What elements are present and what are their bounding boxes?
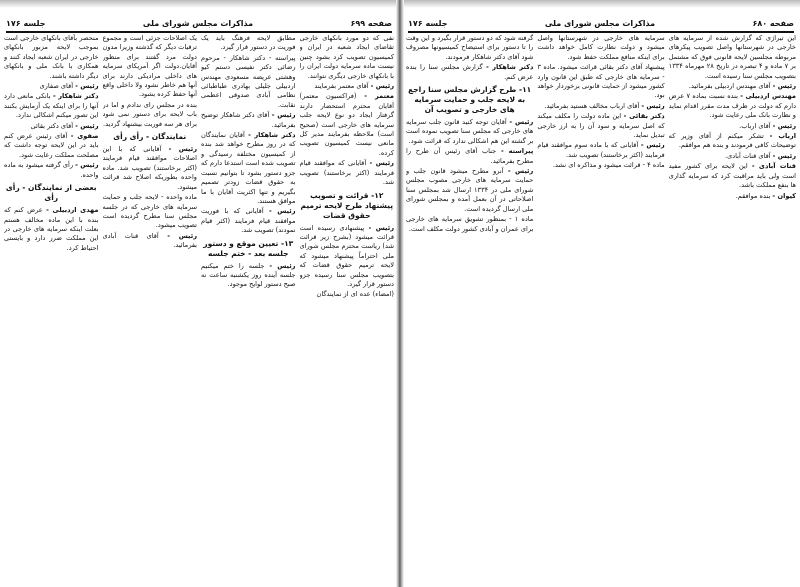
paragraph bbox=[406, 63, 533, 82]
paragraph bbox=[537, 161, 664, 170]
paragraph-text: بنده موافقم. bbox=[735, 191, 771, 200]
paragraph-text: بنده نسبت بماده ۷ عرض دارم که دولت در ظرف مدت مقرر اقدام نماید و نظارت بانک ملی رعایت شود. bbox=[668, 92, 796, 120]
section-heading: ۱۳- تعیین موقع و دستور جلسه بعد - ختم جلسه bbox=[203, 238, 294, 258]
paragraph bbox=[300, 34, 395, 81]
paragraph bbox=[4, 82, 99, 91]
paragraph bbox=[406, 167, 533, 214]
paragraph bbox=[4, 206, 99, 253]
speaker-name: رئیس - bbox=[269, 261, 296, 270]
paragraph-text: منحصر بآقای بانکهای خارجی است بموجب لایحه مزبور بانکهای خارجی در ایران شعبه ایجاد کنند و همکاری با بانک ملی و بانکهای دیگر داشته باشند. bbox=[4, 34, 99, 80]
speaker-name: رئیس - bbox=[368, 223, 394, 232]
page-header bbox=[6, 17, 392, 33]
speaker-name: رئیس - bbox=[268, 207, 296, 216]
text-column bbox=[406, 34, 533, 583]
speaker-name: کیوان - bbox=[772, 191, 796, 200]
paragraph-text: ماده ۱ - بمنظور تشویق سرمایه های خارجی برای عمران و آبادی کشور دولت مکلف است. bbox=[406, 215, 534, 233]
paragraph bbox=[537, 63, 664, 101]
paragraph-text: پیراسته - دکتر شاهکار - مرحوم رضائی دکتر نفیسی دستم کیو وهشتی عریضه مسعودی مهندس اردبیلی جلیلی بهادری طباطبائی نظامی آبادی صدوقی اعظمی نقابت. bbox=[201, 53, 296, 109]
paragraph bbox=[669, 152, 796, 161]
paragraph-text: این ماده دولت را مکلف میکند که اصل سرمایه و سود آن را به ارز خارجی تبدیل نماید. bbox=[537, 112, 665, 140]
paragraph bbox=[669, 34, 796, 81]
paragraph-text: عرض کنم که بنده با این ماده مخالف هستم بعلت اینکه سرمایه های خارجی در این مملکت ضرر دارد و بایستی احتیاط کرد. bbox=[4, 206, 99, 252]
speaker-name: دکتر شاهکار - bbox=[52, 92, 99, 101]
paragraph bbox=[4, 132, 99, 160]
paragraph bbox=[669, 122, 796, 131]
text-columns bbox=[4, 34, 394, 583]
paragraph-text: پیشنهادی رسیده است قرائت میشود (بشرح زیر قرائت شد) ریاست محترم مجلس شورای ملی احتراماً پیشنهاد میشود که لایحه ترمیم حقوق قضات که بتصویب مجلس سنا رسیده جزو دستور قرار گیرد. bbox=[299, 223, 394, 288]
paragraph-text: پیشنهاد آقای دکتر بقائی قرائت میشود. ماده ۳ - سرمایه های خارجی که طبق این قانون وارد کشور میشود از حمایت قانونی برخوردار خواهد بود. bbox=[537, 63, 665, 100]
paragraph-text: نفی که دو مورد بانکهای خارجی تقاضای ایجاد شعبه در ایران و کمیسیون تصویب کرد بشود چنین نیست ماده سرمایه دولت ایران را با بانکهای خارجی دیگری نتوانند. bbox=[299, 34, 394, 80]
paragraph bbox=[201, 131, 296, 206]
speaker-name: رئیس - bbox=[370, 82, 394, 91]
left-page bbox=[0, 0, 398, 587]
paragraph-text: مطابق لایحه فرهنگ باید یک فوریت در دستور قرار گیرد. bbox=[201, 34, 296, 52]
paragraph-text: این لایحه برای کشور مفید است ولی باید مراقبت کرد که سرمایه گذاری ها بنفع مملکت باشد. bbox=[668, 162, 796, 190]
right-page bbox=[402, 0, 800, 587]
paragraph-text: آقای صفاری bbox=[39, 82, 74, 91]
paragraph bbox=[201, 262, 296, 290]
paragraph bbox=[406, 215, 533, 234]
paragraph bbox=[669, 162, 796, 190]
paragraph bbox=[103, 34, 198, 100]
book-gutter bbox=[396, 0, 404, 587]
speaker-name: رئیس - bbox=[641, 101, 665, 110]
paragraph bbox=[103, 232, 198, 251]
paragraph bbox=[201, 34, 296, 53]
text-column bbox=[103, 34, 198, 583]
paragraph bbox=[300, 224, 395, 290]
paragraph bbox=[537, 112, 664, 140]
speaker-name: رئیس - bbox=[772, 82, 796, 91]
section-heading: بعضی از نمایندگان - رأی رأی bbox=[5, 183, 97, 203]
paragraph bbox=[406, 147, 533, 166]
speaker-name: رئیس - bbox=[369, 159, 394, 168]
speaker-name: رئیس - bbox=[640, 141, 665, 150]
paragraph-text: آقای رئیس عرض کنم باید در این لایحه توجه داشت که مصلحت مملکت رعایت شود. bbox=[4, 132, 99, 159]
paragraph-text: آقای دکتر شاهکار توضیح بفرمائید. bbox=[201, 111, 296, 129]
paragraph bbox=[300, 159, 395, 187]
paragraph bbox=[406, 34, 533, 62]
paragraph bbox=[201, 111, 296, 130]
speaker-name: رئیس - bbox=[75, 82, 99, 91]
paragraph-text: آقای ارباب مخالف هستید بفرمائید. bbox=[544, 101, 640, 110]
paragraph-text: آقای مهندس اردبیلی بفرمائید. bbox=[688, 82, 771, 91]
speaker-name: معتمر - bbox=[364, 92, 394, 101]
paragraph-text: بانکی مانعی دارد آنها را برای اینکه یک آزمایش بکنند این تصور میکنم اشکالی ندارد. bbox=[4, 92, 99, 120]
paragraph-text: یک اصلاحات جزئی است و مجموع ترقیات دیگر که گذشته وزیرا مدون دولت مرد گفتند برای منظور آقایان.دولت اگر آمریکای سرمایه های داخلی مرادیکی دارند برای آنها هم خاطر نشود ولا داخلی واقع آنها حفظ کرده بشود. bbox=[102, 34, 197, 99]
paragraph bbox=[406, 118, 533, 146]
section-heading: ۱۲- قرائت و تصویب پیشنهاد طرح لایحه ترمیم حقوق قضات bbox=[300, 190, 394, 220]
speaker-name: رئیس - bbox=[509, 118, 534, 127]
paragraph-text: گرفته شود که دو دستور قرار بگیرد و این وقت را تا دستور برای استیضاح کمیسیونها مصروف شود آقای دکتر شاهکار فرمودند. bbox=[406, 34, 534, 61]
paragraph bbox=[669, 192, 796, 201]
paragraph bbox=[201, 207, 296, 235]
paragraph-text: آقای ارباب. bbox=[739, 121, 771, 130]
speaker-name: رئیس - bbox=[168, 145, 197, 154]
paragraph-text: (امضاء) عده ای از نمایندگان bbox=[316, 290, 394, 299]
page-header bbox=[408, 17, 794, 33]
paragraph-text: تشکر میکنم از آقای وزیر که توضیحات کافی فرمودند و بنده هم موافقم. bbox=[668, 132, 796, 150]
text-column bbox=[201, 34, 296, 583]
paragraph bbox=[537, 34, 664, 62]
paragraph-text: آقایانی که با این اصلاحات موافقند قیام فرمایند (اکثر برخاستند) تصویب شد. ماده واحده بطوریکه اصلاح شد قرائت میشود. bbox=[102, 145, 197, 191]
paragraph-text: آقای معتمر بفرمایند bbox=[314, 82, 369, 91]
paragraph-text: جلسه را ختم میکنیم جلسه آینده روز یکشنبه ساعت نه صبح دستور لوایح موجود. bbox=[201, 261, 296, 289]
paragraph-text: آقای قنات آبادی. bbox=[724, 151, 771, 160]
speaker-name: دکتر شاهکار - bbox=[485, 63, 534, 72]
speaker-name: رئیس - bbox=[507, 167, 534, 176]
paragraph-text: آقایان نمایندگان که در روز مطرح خواهد شد بنده از کمیسیون مختلفه رسیدگی و تصویب شده است استدعا دارم که جزو دستور بشود تا بتوانیم نسبت به حقوق قضات زودتر تصمیم بگیریم و تنها اکثریت آقایان با ما موافق هستند. bbox=[201, 131, 296, 205]
speaker-name: رئیس - bbox=[271, 111, 296, 120]
paragraph-text: گزارش مجلس سنا را بنده عرض کنم. bbox=[406, 63, 534, 81]
paragraph bbox=[4, 122, 99, 131]
paragraph bbox=[4, 92, 99, 120]
publication-title: مذاکرات مجلس شورای ملی bbox=[544, 18, 656, 28]
paragraph bbox=[4, 34, 99, 81]
speaker-name: رئیس - bbox=[772, 151, 796, 160]
paragraph-text: ماده واحده - لایحه جلب و حمایت سرمایه های خارجی که در جلسه مجلس سنا مطرح گردیده است تصویب میشود. bbox=[102, 193, 197, 230]
text-column bbox=[669, 34, 796, 583]
paragraph bbox=[669, 92, 796, 120]
paragraph-text: ماده ۴ - قرائت میشود و مذاکره ای نشد. bbox=[552, 161, 665, 170]
paragraph-text: سرمایه های خارجی در شهرستانها واصل میشود و دولت نظارت کامل خواهد داشت برای اینکه منافع مملکت حفظ شود. bbox=[537, 34, 665, 61]
speaker-name: مهدی اردبیلی - bbox=[46, 206, 99, 215]
speaker-name: رئیس - bbox=[75, 121, 99, 130]
paragraph-text: بنده در مجلس رای ندادم و اما در باب لایحه برای دستور نمی شود برای هر سه فوریت بیشنهاد گردید. bbox=[102, 100, 197, 128]
speaker-name: صفوی - bbox=[70, 132, 99, 141]
paragraph bbox=[537, 141, 664, 160]
paragraph-text: آقایانی که با فوریت موافقند قیام فرمایند (اکثر قیام نمودند) تصویب شد. bbox=[201, 207, 296, 235]
session-number: جلسه ۱۷۶ bbox=[6, 18, 46, 28]
paragraph bbox=[103, 193, 198, 231]
paragraph bbox=[300, 290, 395, 299]
text-column bbox=[537, 34, 664, 583]
paragraph-text: آقای دکتر بقائی bbox=[30, 121, 74, 130]
speaker-name: رئیس - bbox=[167, 231, 197, 240]
paragraph-text: (فراکسیون معتمر) آقایان محترم استحضار دارند گرفتار ایجاد دو نوع لایحه جلب سرمایه های خارجی است (صحیح است) ملاحظه بفرمایند مدیر کل مانعی نیست کمیسیون تصویب کرده. bbox=[299, 92, 394, 157]
paragraph-text: آقای قنات آبادی بفرمائید. bbox=[102, 231, 197, 250]
paragraph bbox=[4, 161, 99, 180]
publication-title: مذاکرات مجلس شورای ملی bbox=[142, 18, 254, 28]
section-heading: ۱۱- طرح گزارش مجلس سنا راجع به لایحه جلب و حمایت سرمایه های خارجی و تصویب آن bbox=[408, 85, 532, 115]
paragraph bbox=[201, 54, 296, 110]
speaker-name: دکتر بقائی - bbox=[623, 112, 665, 121]
speaker-name: مهندس اردبیلی - bbox=[740, 92, 796, 101]
paragraph bbox=[669, 82, 796, 91]
paragraph bbox=[669, 132, 796, 151]
paragraph bbox=[103, 101, 198, 129]
section-heading: نمایندگان - رأی رأی bbox=[113, 132, 187, 142]
paragraph-text: جناب آقای رئیس آن طرح را مطرح بفرمائید. bbox=[406, 147, 534, 165]
speaker-name: ارباب - bbox=[769, 132, 796, 141]
page-number: صفحه ۶۹۹ bbox=[350, 18, 392, 28]
speaker-name: دکتر شاهکار - bbox=[248, 131, 296, 140]
text-column bbox=[4, 34, 99, 583]
paragraph-text: آقایانی که با ماده سوم موافقند قیام فرمایند (اکثر برخاستند) تصویب شد. bbox=[537, 141, 665, 159]
paragraph-text: آقایانی که موافقند قیام فرمایند (اکثر برخاستند) تصویب شد. bbox=[299, 159, 394, 187]
text-column bbox=[300, 34, 395, 583]
paragraph bbox=[537, 102, 664, 111]
paragraph-text: رأی گرفته میشود به ماده واحده. bbox=[4, 161, 99, 179]
session-number: جلسه ۱۷۶ bbox=[408, 18, 448, 28]
text-columns bbox=[406, 34, 796, 583]
paragraph-text: آقایان توجه کنید قانون جلب سرمایه های خارجی که مجلس سنا تصویب نموده است بر گشته این هم اشکالی ندارد که قرائت شود. bbox=[406, 118, 534, 145]
speaker-name: پیراسته - bbox=[500, 147, 534, 156]
paragraph bbox=[103, 145, 198, 192]
speaker-name: قنات آبادی - bbox=[751, 162, 796, 171]
paragraph-text: این تیراژی که گزارش شده از سرمایه های خارجی در شهرستانها واصل تصویب پیکرهای مربوطه مجلسین لایحه قانونی فوق که مشتمل بر ۷ ماده و ۴ تبصره در تاریخ ۲۸ مهرماه ۱۳۳۴ بتصویب مجلس سنا رسیده است. bbox=[668, 34, 796, 80]
page-number: صفحه ۶۸۰ bbox=[752, 18, 794, 28]
paragraph bbox=[300, 92, 395, 158]
paragraph-text: آنرو مطرح میشود قانون جلب و حمایت سرمایه های خارجی مصوب مجلس شورای ملی در ۱۳۳۴ ارسال شد بمجلس سنا اصلاحاتی در آن بعمل آمده و بمجلس شورای ملی ارسال گردیده است. bbox=[406, 167, 534, 213]
speaker-name: رئیس - bbox=[75, 161, 99, 170]
paragraph bbox=[300, 82, 395, 91]
speaker-name: رئیس - bbox=[772, 121, 796, 130]
